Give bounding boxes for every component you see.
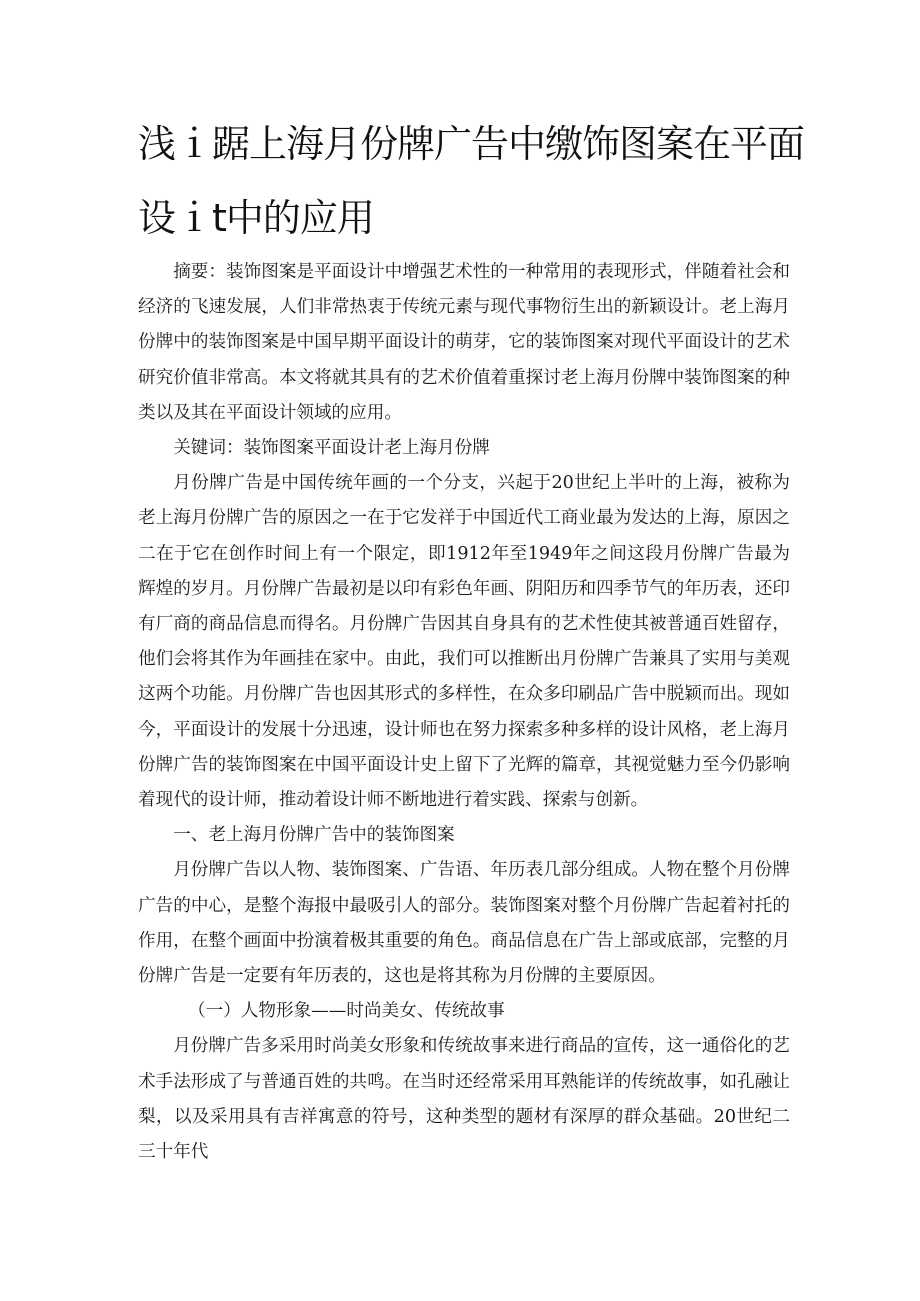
abstract-paragraph: 摘要：装饰图案是平面设计中增强艺术性的一种常用的表现形式，伴随着社会和经济的飞速发展，人们非常热衷于传统元素与现代事物衍生出的新颖设计。老上海月份牌中的装饰图案是中国早期平面设计的萌芽，它的装饰图案对现代平面设计的艺术研究价值非常高。本文将就其具有的艺术价值着重探讨老上海月份牌中装饰图案的种类以及其在平面设计领域的应用。 bbox=[138, 262, 790, 423]
keywords-line: 关键词：装饰图案平面设计老上海月份牌 bbox=[173, 438, 490, 459]
section-heading-2: （一）人物形象——时尚美女、传统故事 bbox=[188, 1001, 505, 1022]
document-title-line-2: 设ｉt中的应用 bbox=[138, 196, 374, 240]
section-heading-1: 一、老上海月份牌广告中的装饰图案 bbox=[173, 825, 455, 846]
body-paragraph-2: 月份牌广告以人物、装饰图案、广告语、年历表几部分组成。人物在整个月份牌广告的中心，是整个海报中最吸引人的部分。装饰图案对整个月份牌广告起着衬托的作用，在整个画面中扮演着极其重要的角色。商品信息在广告上部或底部，完整的月份牌广告是一定要有年历表的，这也是将其称为月份牌的主要原因。 bbox=[138, 860, 790, 987]
body-paragraph-1: 月份牌广告是中国传统年画的一个分支，兴起于20世纪上半叶的上海，被称为老上海月份牌广告的原因之一在于它发祥于中国近代工商业最为发达的上海，原因之二在于它在创作时间上有一个限定，即1912年至1949年之间这段月份牌广告最为辉煌的岁月。月份牌广告最初是以印有彩色年画、阴阳历和四季节气的年历表，还印有厂商的商品信息而得名。月份牌广告因其自身具有的艺术性使其被普通百姓留存，他们会将其作为年画挂在家中。由此，我们可以推断出月份牌广告兼具了实用与美观这两个功能。月份牌广告也因其形式的多样性，在众多印刷品广告中脱颖而出。现如今，平面设计的发展十分迅速，设计师也在努力探索多种多样的设计风格，老上海月份牌广告的装饰图案在中国平面设计史上留下了光辉的篇章，其视觉魅力至今仍影响着现代的设计师，推动着设计师不断地进行着实践、探索与创新。 bbox=[138, 473, 790, 811]
body-paragraph-3: 月份牌广告多采用时尚美女形象和传统故事来进行商品的宣传，这一通俗化的艺术手法形成了与普通百姓的共鸣。在当时还经常采用耳熟能详的传统故事，如孔融让梨，以及采用具有吉祥寓意的符号，这种类型的题材有深厚的群众基础。20世纪二三十年代 bbox=[138, 1036, 790, 1163]
document-title-line-1: 浅ｉ踞上海月份牌广告中缴饰图案在平面 bbox=[138, 122, 805, 166]
document-body bbox=[138, 255, 790, 1170]
